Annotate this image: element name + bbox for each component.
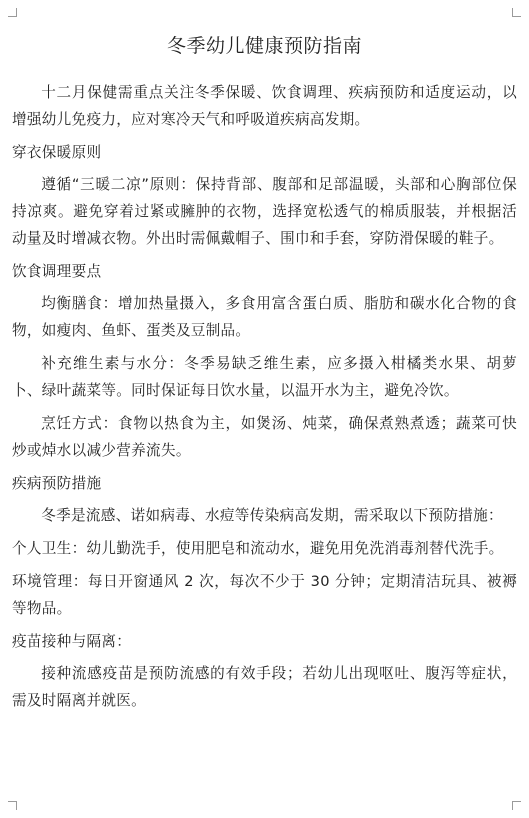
section-heading-disease: 疾病预防措施 bbox=[12, 475, 102, 492]
section-heading-clothing: 穿衣保暖原则 bbox=[12, 144, 102, 161]
vaccine-paragraph: 接种流感疫苗是预防流感的有效手段；若幼儿出现呕吐、腹泻等症状，需及时隔离并就医。 bbox=[12, 665, 517, 709]
disease-paragraph-intro: 冬季是流感、诺如病毒、水痘等传染病高发期，需采取以下预防措施： bbox=[41, 507, 503, 524]
crop-mark-top-right bbox=[512, 8, 521, 17]
disease-item-environment: 环境管理：每日开窗通风 2 次，每次不少于 30 分钟；定期清洁玩具、被褥等物品。 bbox=[12, 573, 517, 617]
clothing-paragraph: 遵循“三暖二凉”原则：保持背部、腹部和足部温暖，头部和心胸部位保持凉爽。避免穿着过紧或臃肿的衣物，选择宽松透气的棉质服装，并根据活动量及时增减衣物。外出时需佩戴帽子、围巾和手套，穿防滑保暖的鞋子。 bbox=[12, 176, 517, 247]
crop-mark-bottom-left bbox=[8, 801, 17, 810]
document-title: 冬季幼儿健康预防指南 bbox=[166, 35, 362, 57]
section-heading-diet: 饮食调理要点 bbox=[12, 263, 102, 280]
disease-item-hygiene: 个人卫生：幼儿勤洗手，使用肥皂和流动水，避免用免洗消毒剂替代洗手。 bbox=[12, 540, 504, 557]
crop-mark-top-left bbox=[8, 8, 17, 17]
diet-paragraph-balanced: 均衡膳食：增加热量摄入，多食用富含蛋白质、脂肪和碳水化合物的食物，如瘦肉、鱼虾、蛋类及豆制品。 bbox=[12, 295, 517, 339]
intro-paragraph: 十二月保健需重点关注冬季保暖、饮食调理、疾病预防和适度运动，以增强幼儿免疫力，应对寒冷天气和呼吸道疾病高发期。 bbox=[12, 84, 517, 128]
crop-mark-bottom-right bbox=[512, 801, 521, 810]
section-heading-vaccine: 疫苗接种与隔离： bbox=[12, 633, 132, 650]
document-body bbox=[12, 33, 517, 720]
diet-paragraph-cooking: 烹饪方式：食物以热食为主，如煲汤、炖菜，确保煮熟煮透；蔬菜可快炒或焯水以减少营养流失。 bbox=[12, 415, 517, 459]
diet-paragraph-vitamins: 补充维生素与水分：冬季易缺乏维生素，应多摄入柑橘类水果、胡萝卜、绿叶蔬菜等。同时保证每日饮水量，以温开水为主，避免冷饮。 bbox=[12, 355, 517, 399]
